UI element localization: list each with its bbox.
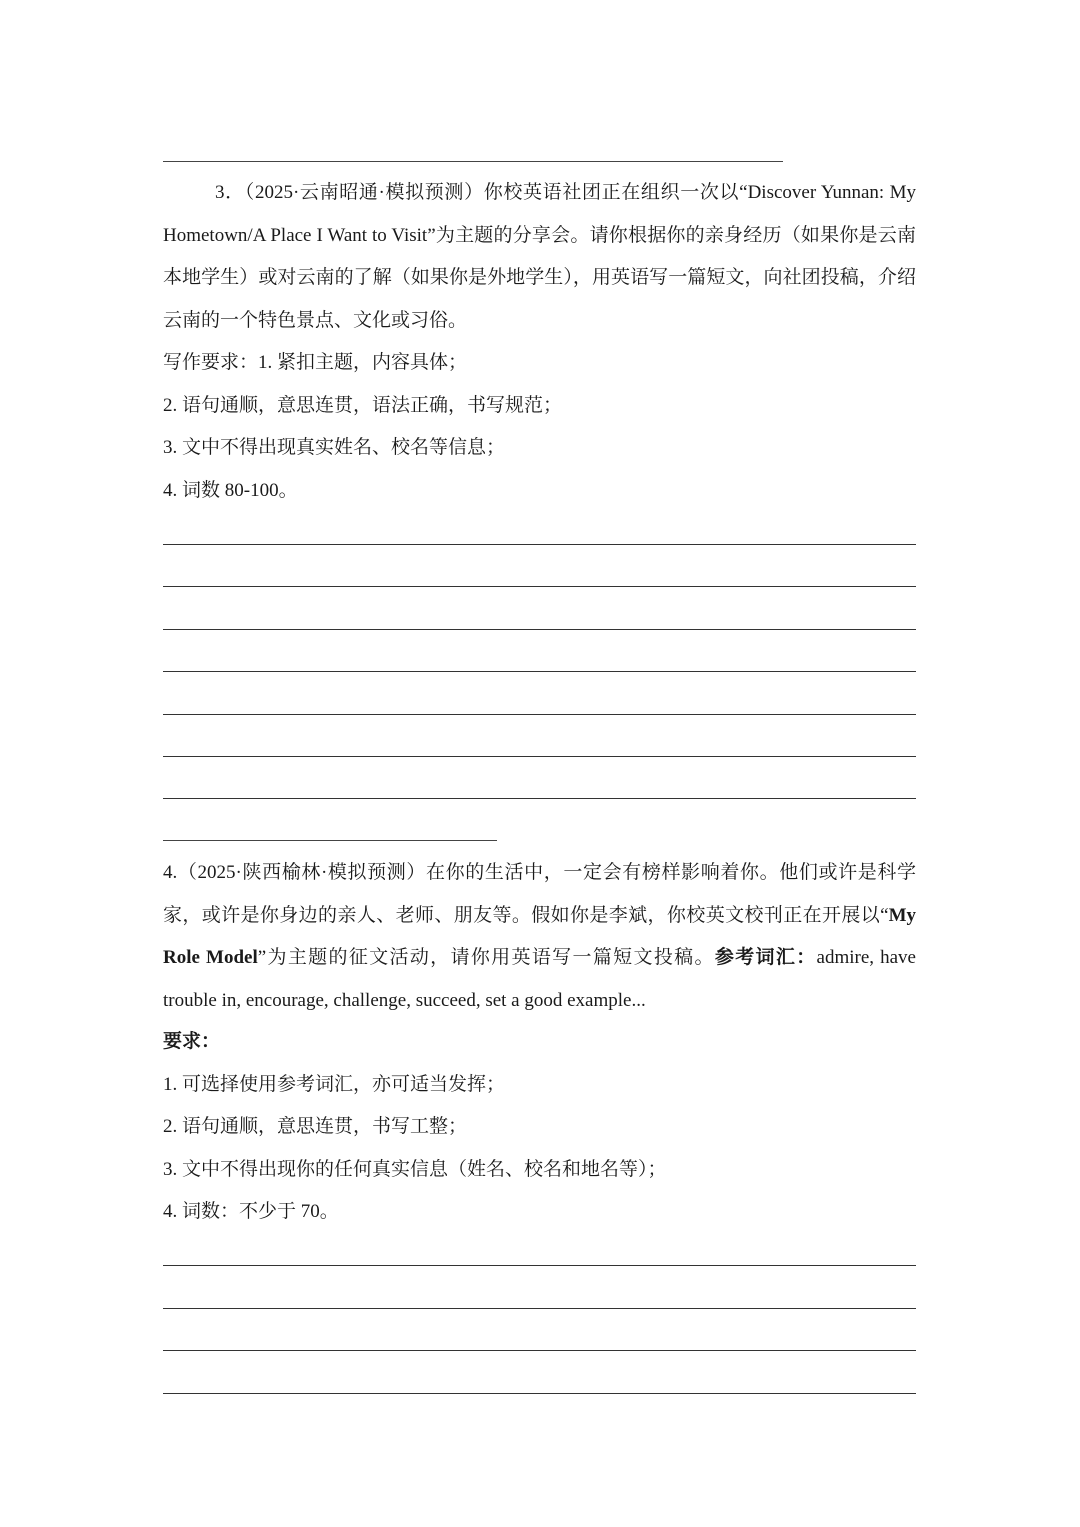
q4-answer-line-3[interactable] bbox=[163, 1350, 916, 1351]
q4-answer-line-4[interactable] bbox=[163, 1393, 916, 1394]
q3-requirement-4: 4. 词数 80-100。 bbox=[163, 480, 298, 501]
q4-vocab-label: 参考词汇： bbox=[714, 947, 817, 968]
q3-answer-line-1[interactable] bbox=[163, 544, 916, 545]
q4-answer-line-1[interactable] bbox=[163, 1265, 916, 1266]
top-divider bbox=[163, 161, 783, 162]
q4-requirement-2: 2. 语句通顺，意思连贯，书写工整； bbox=[163, 1116, 468, 1137]
q4-requirements-heading bbox=[163, 1021, 916, 1064]
q4-req-heading-text: 要求： bbox=[163, 1031, 221, 1052]
section-divider bbox=[163, 840, 497, 841]
q4-answer-line-2[interactable] bbox=[163, 1308, 916, 1309]
q4-requirement-3: 3. 文中不得出现你的任何真实信息（姓名、校名和地名等）； bbox=[163, 1159, 667, 1180]
q3-requirement-2: 2. 语句通顺，意思连贯，语法正确，书写规范； bbox=[163, 395, 563, 416]
q4-essay-title: My Role Model bbox=[163, 904, 916, 968]
q3-answer-line-5[interactable] bbox=[163, 714, 916, 715]
q3-requirement-1: 写作要求：1. 紧扣主题，内容具体； bbox=[163, 352, 468, 373]
q3-answer-line-6[interactable] bbox=[163, 756, 916, 757]
q4-stem bbox=[163, 852, 916, 1022]
q3-requirement-3: 3. 文中不得出现真实姓名、校名等信息； bbox=[163, 437, 506, 458]
q4-stem-intro: 4.（2025·陕西榆林·模拟预测）在你的生活中，一定会有榜样影响着你。他们或许是科学家，或许是你身边的亲人、老师、朋友等。假如你是李斌，你校英文校刊正在开展以“ bbox=[163, 862, 916, 926]
q3-stem: 3．（2025·云南昭通·模拟预测）你校英语社团正在组织一次以“Discover Yunnan: My Hometown/A Place I Want to Visit”为主题的分享会。请你根据你的亲身经历（如果你是云南本地学生）或对云南的了解（如果你是外地学生），用英语写一篇短文，向社团投稿，介绍云南的一个特色景点、文化或习俗。 bbox=[163, 182, 916, 331]
q4-stem-continued: ”为主题的征文活动，请你用英语写一篇短文投稿。 bbox=[257, 947, 715, 968]
q3-answer-line-7[interactable] bbox=[163, 798, 916, 799]
q3-answer-line-3[interactable] bbox=[163, 629, 916, 630]
q4-requirement-1: 1. 可选择使用参考词汇，亦可适当发挥； bbox=[163, 1074, 506, 1095]
q3-answer-line-2[interactable] bbox=[163, 586, 916, 587]
q3-answer-line-4[interactable] bbox=[163, 671, 916, 672]
q4-vocab-words: admire, have trouble in, encourage, challenge, succeed, set a good example... bbox=[163, 947, 916, 1011]
q4-requirement-4: 4. 词数：不少于 70。 bbox=[163, 1201, 339, 1222]
